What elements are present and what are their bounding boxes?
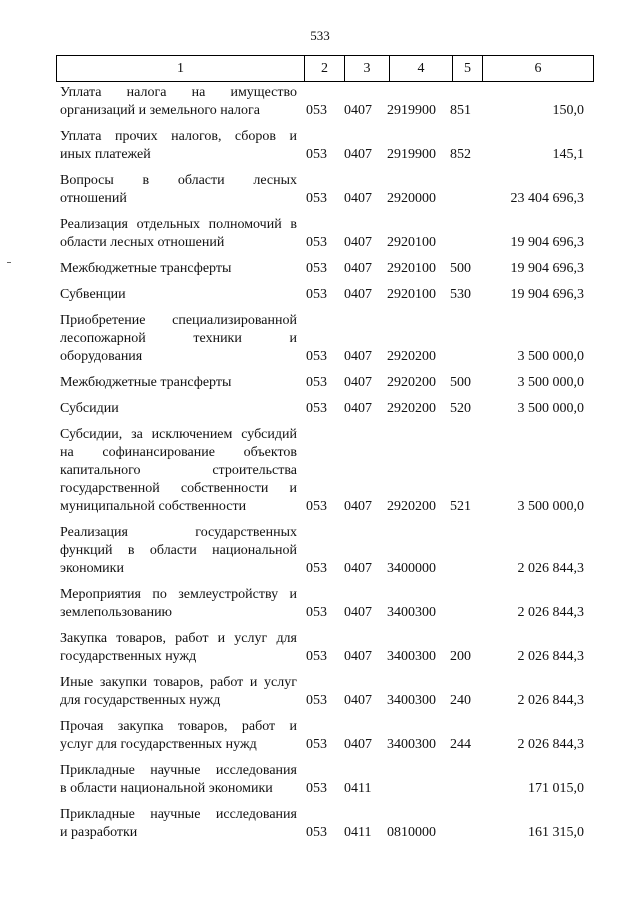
table-row — [56, 762, 588, 798]
target-code: 2920100 — [387, 261, 436, 276]
target-code: 2920100 — [387, 287, 436, 302]
amount: 150,0 — [552, 103, 584, 118]
item-name-line: и разработки — [60, 825, 138, 840]
table-row — [56, 260, 588, 278]
section-code: 0407 — [344, 147, 372, 162]
item-name — [56, 426, 300, 516]
column-header-5: 5 — [453, 56, 483, 82]
item-name-line: Уплата прочих налогов, сборов и — [60, 129, 297, 144]
target-code: 2920100 — [387, 235, 436, 250]
ministry-code: 053 — [306, 191, 327, 206]
item-name-line: Вопросы в области лесных — [60, 173, 297, 188]
item-name-line: муниципальной собственности — [60, 499, 247, 514]
section-code: 0407 — [344, 693, 372, 708]
expense-type-code: 500 — [450, 261, 471, 276]
item-name-line: области лесных отношений — [60, 235, 225, 250]
target-code: 3400300 — [387, 737, 436, 752]
item-name — [56, 374, 300, 392]
item-name-line: функций в области национальной — [60, 543, 297, 558]
item-name — [56, 128, 300, 164]
amount: 19 904 696,3 — [510, 235, 584, 250]
item-name-line: Субсидии — [60, 401, 119, 416]
amount: 145,1 — [552, 147, 584, 162]
ministry-code: 053 — [306, 261, 327, 276]
section-code: 0407 — [344, 605, 372, 620]
item-name — [56, 172, 300, 208]
item-name-line: Мероприятия по землеустройству и — [60, 587, 297, 602]
ministry-code: 053 — [306, 287, 327, 302]
item-name-line: Прочая закупка товаров, работ и — [60, 719, 297, 734]
table-row — [56, 400, 588, 418]
column-header-table — [56, 55, 594, 82]
section-code: 0407 — [344, 261, 372, 276]
item-name-line: организаций и земельного налога — [60, 103, 260, 118]
item-name — [56, 216, 300, 252]
item-name-line: Иные закупки товаров, работ и услуг — [60, 675, 297, 690]
item-name-line: лесопожарной техники и — [60, 331, 297, 346]
item-name-line: Межбюджетные трансферты — [60, 261, 232, 276]
item-name-line: Реализация отдельных полномочий в — [60, 217, 297, 232]
section-code: 0407 — [344, 235, 372, 250]
amount: 2 026 844,3 — [517, 561, 584, 576]
item-name-line: землепользованию — [60, 605, 173, 620]
item-name-line: Прикладные научные исследования — [60, 807, 297, 822]
ministry-code: 053 — [306, 147, 327, 162]
table-row — [56, 524, 588, 578]
expense-type-code: 851 — [450, 103, 471, 118]
column-header-row — [57, 56, 594, 82]
item-name — [56, 524, 300, 578]
item-name — [56, 400, 300, 418]
table-row — [56, 128, 588, 164]
item-name-line: услуг для государственных нужд — [60, 737, 257, 752]
table-row — [56, 806, 588, 842]
ministry-code: 053 — [306, 605, 327, 620]
item-name — [56, 674, 300, 710]
table-row — [56, 286, 588, 304]
section-code: 0407 — [344, 649, 372, 664]
item-name — [56, 718, 300, 754]
target-code: 3400300 — [387, 649, 436, 664]
amount: 2 026 844,3 — [517, 649, 584, 664]
item-name-line: Реализация государственных — [60, 525, 297, 540]
item-name — [56, 286, 300, 304]
section-code: 0411 — [344, 825, 372, 840]
page-number: 533 — [310, 28, 330, 43]
item-name-line: для государственных нужд — [60, 693, 221, 708]
amount: 2 026 844,3 — [517, 693, 584, 708]
ministry-code: 053 — [306, 649, 327, 664]
item-name-line: Субвенции — [60, 287, 126, 302]
table-row — [56, 216, 588, 252]
item-name-line: на софинансирование объектов — [60, 445, 297, 460]
column-header-2: 2 — [305, 56, 345, 82]
target-code: 3400300 — [387, 605, 436, 620]
amount: 3 500 000,0 — [517, 375, 584, 390]
target-code: 3400000 — [387, 561, 436, 576]
ministry-code: 053 — [306, 693, 327, 708]
target-code: 2920200 — [387, 349, 436, 364]
item-name-line: Субсидии, за исключением субсидий — [60, 427, 297, 442]
expense-type-code: 520 — [450, 401, 471, 416]
item-name — [56, 84, 300, 120]
target-code: 2920200 — [387, 401, 436, 416]
item-name-line: экономики — [60, 561, 124, 576]
amount: 2 026 844,3 — [517, 605, 584, 620]
item-name — [56, 630, 300, 666]
item-name-line: Уплата налога на имущество — [60, 85, 297, 100]
target-code: 0810000 — [387, 825, 436, 840]
table-row — [56, 586, 588, 622]
item-name — [56, 762, 300, 798]
column-header-4: 4 — [390, 56, 453, 82]
item-name-line: Межбюджетные трансферты — [60, 375, 232, 390]
table-row — [56, 426, 588, 516]
table-row — [56, 630, 588, 666]
amount: 19 904 696,3 — [510, 261, 584, 276]
amount: 23 404 696,3 — [510, 191, 584, 206]
amount: 161 315,0 — [528, 825, 584, 840]
expense-type-code: 530 — [450, 287, 471, 302]
item-name-line: иных платежей — [60, 147, 151, 162]
expense-type-code: 240 — [450, 693, 471, 708]
item-name-line: капитального строительства — [60, 463, 297, 478]
amount: 2 026 844,3 — [517, 737, 584, 752]
section-code: 0411 — [344, 781, 372, 796]
section-code: 0407 — [344, 401, 372, 416]
amount: 19 904 696,3 — [510, 287, 584, 302]
section-code: 0407 — [344, 561, 372, 576]
item-name — [56, 586, 300, 622]
section-code: 0407 — [344, 737, 372, 752]
table-row — [56, 172, 588, 208]
ministry-code: 053 — [306, 561, 327, 576]
target-code: 2919900 — [387, 147, 436, 162]
column-header-6: 6 — [483, 56, 594, 82]
target-code: 2920200 — [387, 375, 436, 390]
ministry-code: 053 — [306, 737, 327, 752]
table-row — [56, 84, 588, 120]
item-name-line: в области национальной экономики — [60, 781, 273, 796]
target-code: 2920200 — [387, 499, 436, 514]
item-name-line: государственных нужд — [60, 649, 197, 664]
column-header-1: 1 — [57, 56, 305, 82]
amount: 171 015,0 — [528, 781, 584, 796]
budget-table-body — [56, 84, 588, 850]
expense-type-code: 852 — [450, 147, 471, 162]
section-code: 0407 — [344, 287, 372, 302]
expense-type-code: 244 — [450, 737, 471, 752]
expense-type-code: 200 — [450, 649, 471, 664]
section-code: 0407 — [344, 499, 372, 514]
table-row — [56, 312, 588, 366]
ministry-code: 053 — [306, 499, 327, 514]
amount: 3 500 000,0 — [517, 349, 584, 364]
column-header-3: 3 — [345, 56, 390, 82]
item-name-line: государственной собственности и — [60, 481, 297, 496]
ministry-code: 053 — [306, 781, 327, 796]
section-code: 0407 — [344, 375, 372, 390]
section-code: 0407 — [344, 349, 372, 364]
table-row — [56, 674, 588, 710]
amount: 3 500 000,0 — [517, 499, 584, 514]
target-code: 2920000 — [387, 191, 436, 206]
ministry-code: 053 — [306, 103, 327, 118]
ministry-code: 053 — [306, 235, 327, 250]
target-code: 2919900 — [387, 103, 436, 118]
table-row — [56, 374, 588, 392]
item-name-line: Прикладные научные исследования — [60, 763, 297, 778]
ministry-code: 053 — [306, 349, 327, 364]
section-code: 0407 — [344, 191, 372, 206]
item-name — [56, 806, 300, 842]
table-row — [56, 718, 588, 754]
item-name — [56, 260, 300, 278]
item-name-line: Закупка товаров, работ и услуг для — [60, 631, 297, 646]
ministry-code: 053 — [306, 401, 327, 416]
item-name-line: Приобретение специализированной — [60, 313, 297, 328]
ministry-code: 053 — [306, 375, 327, 390]
section-code: 0407 — [344, 103, 372, 118]
ministry-code: 053 — [306, 825, 327, 840]
item-name-line: оборудования — [60, 349, 143, 364]
margin-mark — [7, 262, 11, 263]
item-name — [56, 312, 300, 366]
expense-type-code: 500 — [450, 375, 471, 390]
item-name-line: отношений — [60, 191, 127, 206]
amount: 3 500 000,0 — [517, 401, 584, 416]
target-code: 3400300 — [387, 693, 436, 708]
expense-type-code: 521 — [450, 499, 471, 514]
